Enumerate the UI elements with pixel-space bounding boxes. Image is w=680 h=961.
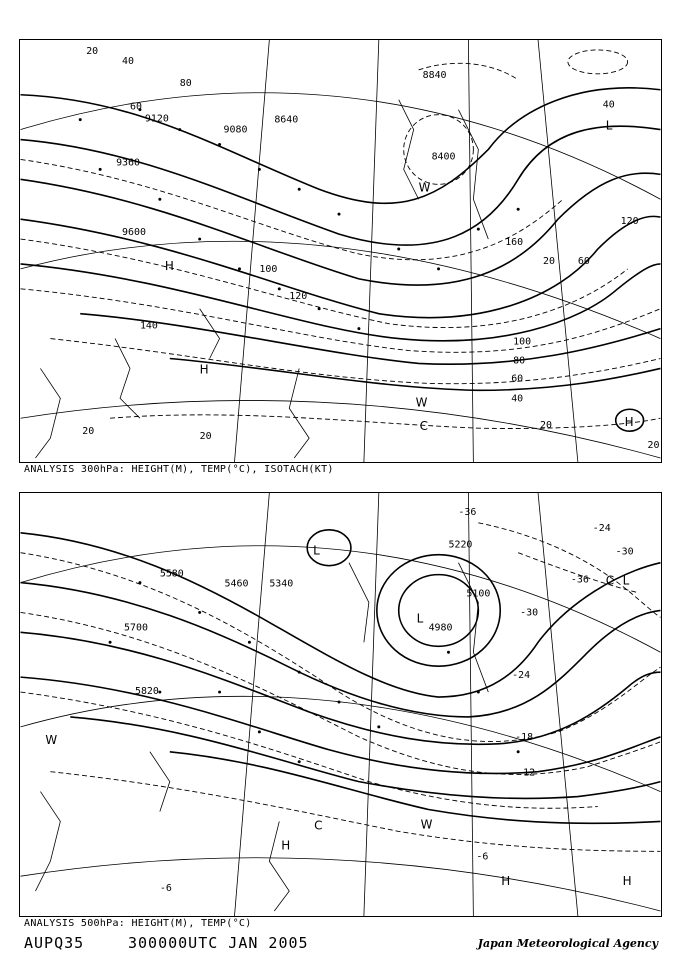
agency-credit: Japan Meteorological Agency xyxy=(477,937,658,950)
warm-marker: W xyxy=(45,732,58,747)
isotach-label: 40 xyxy=(122,55,135,67)
valid-time: 300000UTC JAN 2005 xyxy=(128,934,309,952)
isotach-label: 20 xyxy=(199,431,212,443)
isotach-label: 60 xyxy=(129,101,142,113)
height-label: 5700 xyxy=(124,622,148,634)
height-label: 8840 xyxy=(422,69,447,81)
high-marker: H xyxy=(164,258,174,273)
temp-label: -36 xyxy=(458,506,477,518)
isotach-label: 100 xyxy=(259,263,278,275)
low-marker: L xyxy=(622,573,630,588)
height-label: 4980 xyxy=(428,622,453,634)
isotach-label: 20 xyxy=(647,440,660,452)
isotach-label: 60 xyxy=(511,373,524,385)
cold-marker: C xyxy=(605,573,615,588)
temp-label: -12 xyxy=(517,767,536,779)
height-label: 9360 xyxy=(116,157,141,169)
isotach-label: 100 xyxy=(513,336,532,348)
cold-marker: C xyxy=(419,419,428,434)
isotach-label: 120 xyxy=(620,216,639,228)
height-contours xyxy=(21,88,661,391)
temp-label: -6 xyxy=(476,851,489,863)
map-300hpa xyxy=(20,40,661,462)
isotach-label: 20 xyxy=(86,45,99,57)
isotach-label: 120 xyxy=(289,290,308,302)
isotherms xyxy=(21,523,661,851)
low-marker: L xyxy=(416,611,424,626)
caption-300hpa: ANALYSIS 300hPa: HEIGHT(M), TEMP(°C), ISOTACH(KT) xyxy=(24,464,334,475)
temp-label: -24 xyxy=(512,670,531,682)
high-marker: H xyxy=(281,838,291,853)
isotach-label: 80 xyxy=(179,77,192,89)
low-marker: L xyxy=(313,543,320,558)
graticule xyxy=(21,40,661,462)
station-plots xyxy=(109,578,520,763)
height-label: 5100 xyxy=(466,588,491,600)
high-marker: H xyxy=(501,874,511,889)
height-label: 9080 xyxy=(223,124,248,136)
temp-label: -30 xyxy=(615,546,634,558)
isotach-label: 80 xyxy=(513,355,526,367)
warm-marker: W xyxy=(418,180,431,195)
temp-label: -18 xyxy=(515,731,534,743)
isotach-label: 20 xyxy=(543,255,556,267)
height-label: 8640 xyxy=(274,114,299,126)
isotach-label: 40 xyxy=(511,393,524,405)
height-label: 5340 xyxy=(269,578,294,590)
caption-500hpa: ANALYSIS 500hPa: HEIGHT(M), TEMP(°C) xyxy=(24,918,252,929)
graticule xyxy=(21,493,661,916)
chart-code: AUPQ35 xyxy=(24,934,85,952)
temp-label: -36 xyxy=(570,574,589,586)
height-label: 5820 xyxy=(134,686,159,698)
low-marker: L xyxy=(605,118,613,133)
isotach-label: 40 xyxy=(602,99,615,111)
high-marker: H xyxy=(199,362,209,377)
height-label: 9600 xyxy=(122,227,146,239)
isotach-label: 20 xyxy=(82,426,95,438)
high-marker: H xyxy=(624,415,634,430)
chart-300hpa xyxy=(19,39,662,463)
temp-label: -6 xyxy=(159,883,172,895)
isotach-label: 60 xyxy=(577,255,590,267)
isotach-label: 140 xyxy=(139,320,158,332)
height-label: 8400 xyxy=(431,151,456,163)
height-label: 5220 xyxy=(448,539,473,551)
temp-label: -24 xyxy=(592,522,611,534)
chart-500hpa xyxy=(19,492,662,917)
height-label: 5460 xyxy=(224,578,249,590)
height-label: 9120 xyxy=(144,113,169,125)
height-label: 5580 xyxy=(159,568,184,580)
temp-label: -30 xyxy=(520,607,539,619)
map-500hpa xyxy=(20,493,661,916)
isotach-label: 20 xyxy=(540,420,553,432)
warm-marker: W xyxy=(415,395,428,410)
warm-marker: W xyxy=(420,817,433,832)
high-marker: H xyxy=(622,874,632,889)
cold-marker: C xyxy=(314,818,323,833)
isotach-label: 160 xyxy=(505,237,524,249)
